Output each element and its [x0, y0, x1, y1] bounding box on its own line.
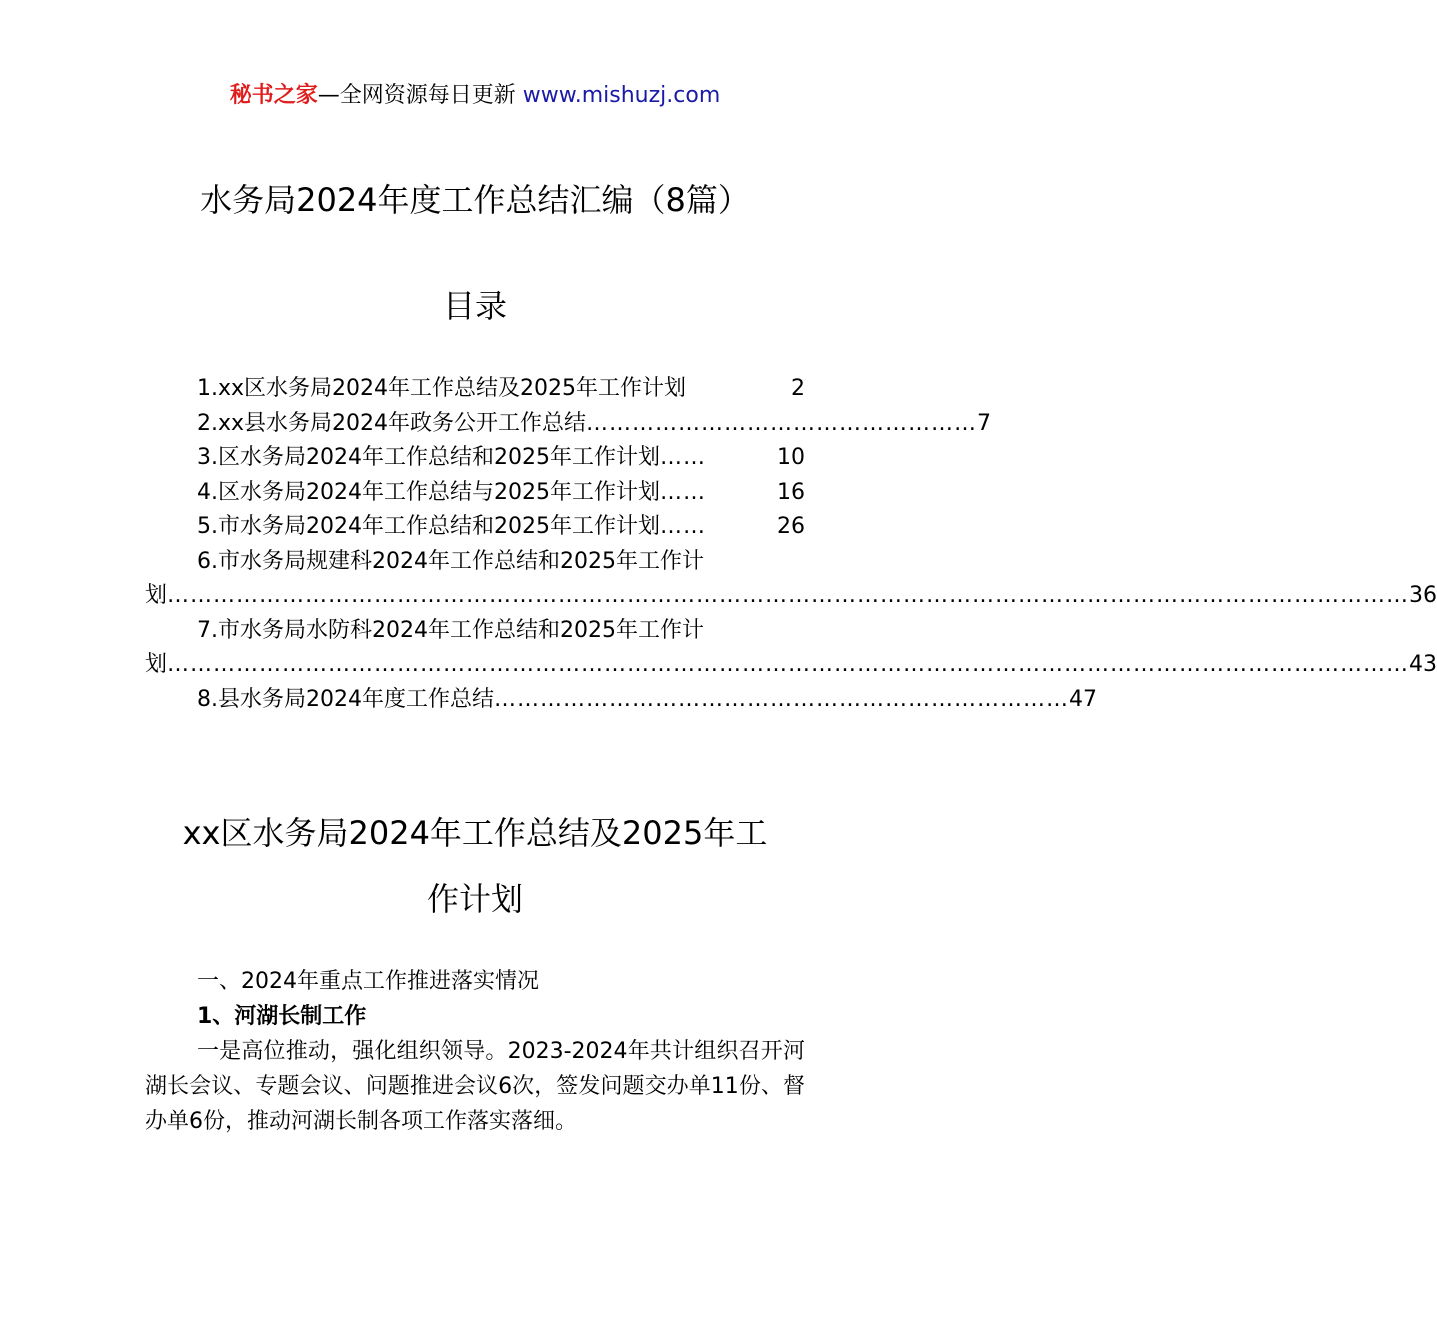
toc-entry-continuation: 划 [145, 652, 168, 677]
toc-entry-6-continuation[interactable] [145, 579, 1437, 614]
toc-leader: …… [659, 445, 706, 470]
toc-entry-label: 2.xx县水务局2024年政务公开工作总结 [197, 410, 587, 436]
site-header [0, 80, 950, 112]
toc-entry-label: 5.市水务局2024年工作总结和2025年工作计划 [197, 514, 660, 539]
toc-entry-label: 8.县水务局2024年度工作总结 [197, 686, 494, 712]
toc-leader: …… [659, 514, 706, 539]
toc-entry-3[interactable] [145, 441, 805, 476]
section-title-line-2: 作计划 [426, 880, 523, 918]
toc-entry-continuation: 划 [145, 583, 168, 608]
toc-entry-8[interactable] [145, 683, 1097, 718]
toc-leader: …………………………………………… [586, 410, 978, 436]
toc-entry-7[interactable] [145, 614, 805, 649]
toc-entry-5[interactable] [145, 510, 805, 545]
section-heading-level1: 一、2024年重点工作推进落实情况 [197, 969, 539, 994]
toc-page-number: 26 [777, 514, 805, 539]
section-title-line-1: xx区水务局2024年工作总结及2025年工 [182, 814, 768, 852]
toc-entry-label: 4.区水务局2024年工作总结与2025年工作计划 [197, 479, 660, 505]
toc-page-number: 16 [777, 479, 805, 505]
toc-entry-7-continuation[interactable] [145, 648, 1437, 683]
toc-entry-label: 7.市水务局水防科2024年工作总结和2025年工作计 [197, 617, 704, 643]
toc-entry-6[interactable] [145, 545, 805, 580]
toc-entry-4[interactable] [145, 476, 805, 511]
table-of-contents [145, 372, 1437, 717]
section-heading-level2: 1、河湖长制工作 [197, 1004, 367, 1029]
toc-entry-1[interactable] [145, 372, 805, 407]
section-body [145, 964, 805, 1139]
toc-entry-2[interactable] [145, 407, 992, 442]
brand-name: 秘书之家 [229, 83, 318, 108]
toc-leader: ………………………………………………………………… [493, 686, 1069, 712]
toc-entry-label: 6.市水务局规建科2024年工作总结和2025年工作计 [197, 548, 704, 574]
document-title: 水务局2024年度工作总结汇编（8篇） [200, 181, 750, 219]
toc-leader: ……………………………………………………………………………………………………………………………………………… [167, 583, 1410, 608]
toc-page-number: 47 [1068, 686, 1097, 712]
header-tagline: —全网资源每日更新 [317, 83, 523, 108]
toc-entry-label: 1.xx区水务局2024年工作总结及2025年工作计划 [197, 376, 687, 401]
body-paragraph: 一是高位推动，强化组织领导。2023-2024年共计组织召开河湖长会议、专题会议、问题推进会议6次，签发问题交办单11份、督办单6份，推动河湖长制各项工作落实落细。 [145, 1039, 805, 1134]
site-url-link[interactable]: www.mishuzj.com [522, 83, 721, 108]
toc-page-number: 36 [1409, 583, 1437, 608]
toc-title: 目录 [442, 287, 507, 325]
toc-page-number: 10 [777, 445, 805, 470]
toc-page-number: 43 [1409, 652, 1437, 677]
toc-leader: …… [659, 479, 706, 505]
toc-page-number: 7 [977, 410, 992, 436]
section-title [145, 800, 805, 932]
toc-page-number: 2 [791, 376, 805, 401]
toc-leader: ……………………………………………………………………………………………………………………………………………… [167, 652, 1410, 677]
toc-entry-label: 3.区水务局2024年工作总结和2025年工作计划 [197, 445, 660, 470]
